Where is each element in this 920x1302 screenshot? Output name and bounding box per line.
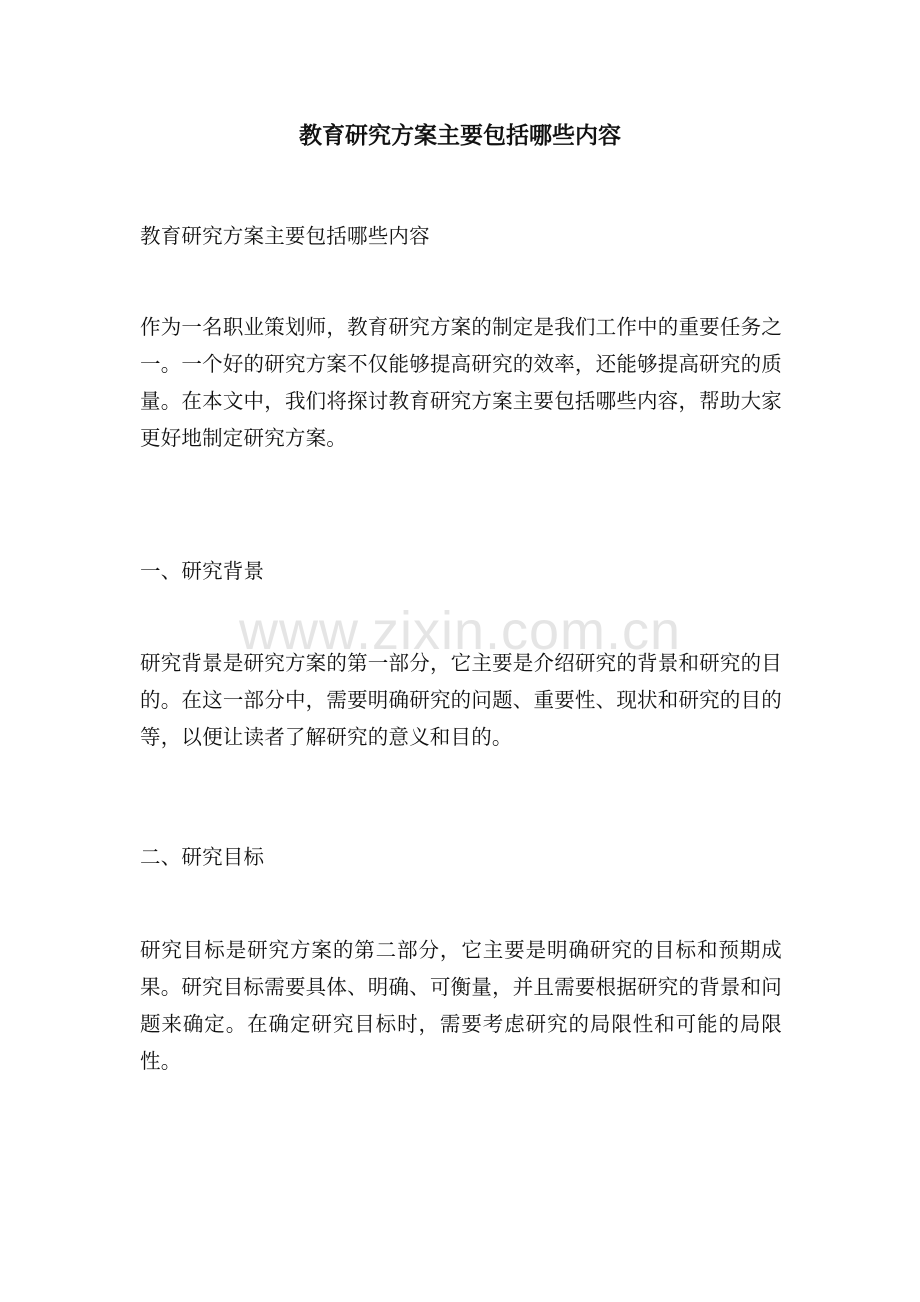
section-heading-goals: 二、研究目标	[140, 845, 265, 869]
document-subtitle: 教育研究方案主要包括哪些内容	[140, 224, 430, 248]
section-heading-background: 一、研究背景	[140, 559, 265, 583]
watermark: www.zixin.com.cn	[238, 601, 682, 661]
section-body-background: 研究背景是研究方案的第一部分，它主要是介绍研究的背景和研究的目的。在这一部分中，需要明确研究的问题、重要性、现状和研究的目的等，以便让读者了解研究的意义和目的。	[140, 651, 782, 749]
section-body-goals: 研究目标是研究方案的第二部分，它主要是明确研究的目标和预期成果。研究目标需要具体、明确、可衡量，并且需要根据研究的背景和问题来确定。在确定研究目标时，需要考虑研究的局限性和可能的局限性。	[140, 938, 782, 1073]
document-title: 教育研究方案主要包括哪些内容	[299, 122, 621, 149]
intro-paragraph: 作为一名职业策划师，教育研究方案的制定是我们工作中的重要任务之一。一个好的研究方案不仅能够提高研究的效率，还能够提高研究的质量。在本文中，我们将探讨教育研究方案主要包括哪些内容，帮助大家更好地制定研究方案。	[140, 315, 782, 450]
